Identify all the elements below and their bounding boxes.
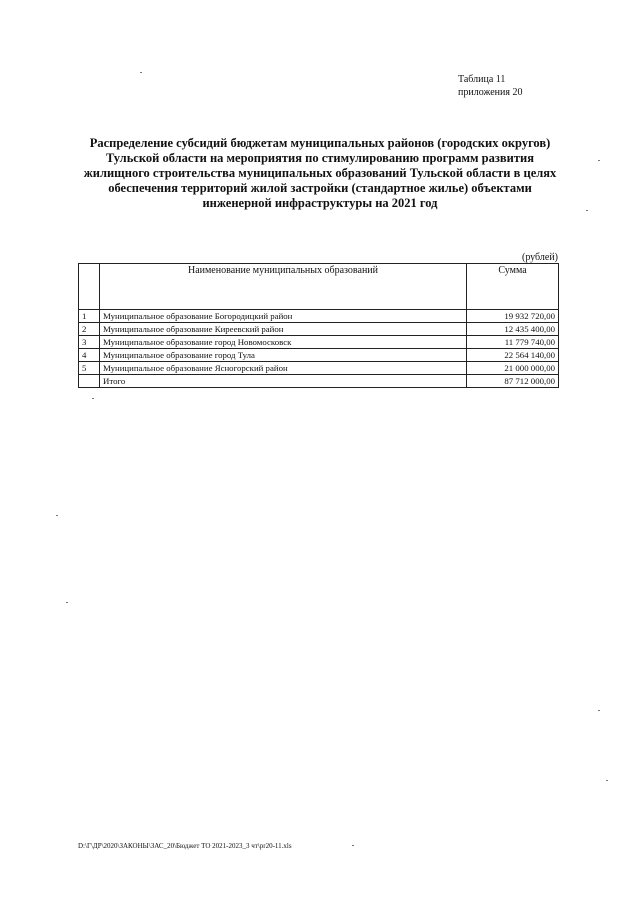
row-name: Муниципальное образование город Тула xyxy=(100,349,467,362)
row-name: Муниципальное образование Киреевский район xyxy=(100,323,467,336)
scan-speck xyxy=(586,210,588,211)
scan-speck xyxy=(606,780,608,781)
scan-speck xyxy=(92,398,94,399)
table-row xyxy=(79,362,559,375)
row-number: 4 xyxy=(79,349,100,362)
subsidy-table xyxy=(78,263,559,388)
title-line-3: жилищного строительства муниципальных образований Тульской области в целях xyxy=(83,166,557,180)
title-line-5: инженерной инфраструктуры на 2021 год xyxy=(202,196,438,210)
header-name-cell: Наименование муниципальных образований xyxy=(100,264,467,310)
scan-speck xyxy=(56,515,58,516)
row-number: 3 xyxy=(79,336,100,349)
title-line-1: Распределение субсидий бюджетам муниципальных районов (городских округов) xyxy=(89,136,551,150)
row-name: Муниципальное образование город Новомосковск xyxy=(100,336,467,349)
row-name: Муниципальное образование Богородицкий район xyxy=(100,310,467,323)
appendix-number: приложения 20 xyxy=(458,87,523,98)
table-number: Таблица 11 xyxy=(458,74,506,85)
title-line-4: обеспечения территорий жилой застройки (стандартное жилье) объектами xyxy=(108,181,532,195)
scan-speck xyxy=(352,845,354,846)
footer-file-path: D:\Г\ДР\2020\ЗАКОНЫ\ЗАС_20\Бюджет ТО 2021-2023_3 чт\pr20-11.xls xyxy=(78,842,292,850)
table-header-row xyxy=(79,264,559,310)
title-line-2: Тульской области на мероприятия по стимулированию программ развития xyxy=(106,151,534,165)
row-number: 1 xyxy=(79,310,100,323)
scan-speck xyxy=(598,710,600,711)
table-reference xyxy=(458,73,558,99)
row-name: Муниципальное образование Ясногорский район xyxy=(100,362,467,375)
scan-speck xyxy=(66,602,68,603)
table-row xyxy=(79,323,559,336)
row-sum: 22 564 140,00 xyxy=(467,349,559,362)
row-number: 2 xyxy=(79,323,100,336)
scan-speck xyxy=(598,160,600,161)
units-label: (рублей) xyxy=(521,252,558,263)
table-row xyxy=(79,336,559,349)
total-sum: 87 712 000,00 xyxy=(467,375,559,388)
table-row xyxy=(79,310,559,323)
table-total-row xyxy=(79,375,559,388)
row-number: 5 xyxy=(79,362,100,375)
document-title xyxy=(70,136,570,211)
total-label: Итого xyxy=(100,375,467,388)
table-row xyxy=(79,349,559,362)
row-sum: 21 000 000,00 xyxy=(467,362,559,375)
scan-speck xyxy=(140,72,142,73)
header-number-cell xyxy=(79,264,100,310)
row-sum: 12 435 400,00 xyxy=(467,323,559,336)
header-sum-cell: Сумма xyxy=(467,264,559,310)
row-sum: 19 932 720,00 xyxy=(467,310,559,323)
row-sum: 11 779 740,00 xyxy=(467,336,559,349)
total-number-cell xyxy=(79,375,100,388)
